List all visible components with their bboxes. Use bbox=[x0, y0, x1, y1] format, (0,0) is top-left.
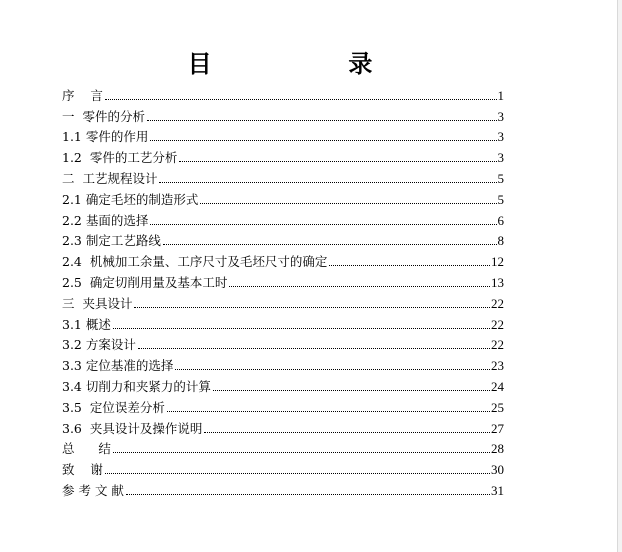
toc-entry-label: 2.2 基面的选择 bbox=[62, 212, 149, 228]
toc-entry[interactable] bbox=[62, 207, 504, 228]
toc-entry-page: 6 bbox=[497, 212, 504, 228]
toc-entry[interactable] bbox=[62, 269, 504, 290]
toc-entry-label: 1.2 零件的工艺分析 bbox=[62, 150, 178, 166]
toc-entry-label: 二 工艺规程设计 bbox=[62, 170, 158, 186]
toc-entry[interactable] bbox=[62, 165, 504, 186]
toc-entry-label: 1.1 零件的作用 bbox=[62, 129, 149, 145]
toc-entry-page: 3 bbox=[497, 108, 504, 124]
toc-entry[interactable] bbox=[62, 456, 504, 477]
toc-dot-leader bbox=[138, 347, 490, 349]
toc-entry-page: 13 bbox=[491, 274, 504, 290]
page-edge bbox=[617, 0, 618, 552]
toc-entry-label: 参 考 文 献 bbox=[62, 482, 124, 498]
toc-dot-leader bbox=[105, 98, 497, 100]
toc-entry-page: 22 bbox=[491, 295, 504, 311]
toc-entry-label: 3.6 夹具设计及操作说明 bbox=[62, 420, 203, 436]
toc-entry-label: 总 结 bbox=[62, 441, 111, 457]
toc-dot-leader bbox=[105, 472, 490, 474]
toc-entry-label: 2.4 机械加工余量、工序尺寸及毛坯尺寸的确定 bbox=[62, 254, 328, 270]
toc-entry-label: 序 言 bbox=[62, 87, 103, 103]
toc-dot-leader bbox=[213, 389, 490, 391]
toc-dot-leader bbox=[167, 410, 490, 412]
toc-entry-label: 3.5 定位误差分析 bbox=[62, 399, 165, 415]
toc-entry[interactable] bbox=[62, 124, 504, 145]
toc-entry[interactable] bbox=[62, 248, 504, 269]
toc-entry-page: 3 bbox=[497, 129, 504, 145]
table-of-contents bbox=[62, 82, 504, 498]
toc-dot-leader bbox=[113, 327, 490, 329]
toc-entry-label: 3.3 定位基准的选择 bbox=[62, 358, 174, 374]
toc-entry-page: 28 bbox=[491, 441, 504, 457]
toc-entry-page: 22 bbox=[491, 337, 504, 353]
toc-entry-page: 31 bbox=[491, 482, 504, 498]
toc-entry[interactable] bbox=[62, 415, 504, 436]
toc-entry-label: 2.3 制定工艺路线 bbox=[62, 233, 161, 249]
toc-entry[interactable] bbox=[62, 186, 504, 207]
toc-entry-label: 2.1 确定毛坯的制造形式 bbox=[62, 191, 199, 207]
toc-entry[interactable] bbox=[62, 82, 504, 103]
toc-entry[interactable] bbox=[62, 228, 504, 249]
toc-entry-label: 一 零件的分析 bbox=[62, 108, 145, 124]
toc-entry-label: 致 谢 bbox=[62, 462, 103, 478]
toc-entry-page: 23 bbox=[491, 358, 504, 374]
toc-entry-page: 12 bbox=[491, 254, 504, 270]
toc-entry[interactable] bbox=[62, 144, 504, 165]
toc-dot-leader bbox=[175, 368, 490, 370]
toc-entry[interactable] bbox=[62, 311, 504, 332]
toc-dot-leader bbox=[150, 223, 496, 225]
toc-entry-page: 5 bbox=[497, 170, 504, 186]
toc-dot-leader bbox=[229, 285, 490, 287]
toc-entry-label: 三 夹具设计 bbox=[62, 295, 133, 311]
toc-entry-page: 27 bbox=[491, 420, 504, 436]
toc-dot-leader bbox=[200, 202, 496, 204]
toc-entry[interactable] bbox=[62, 436, 504, 457]
toc-entry[interactable] bbox=[62, 373, 504, 394]
toc-entry[interactable] bbox=[62, 394, 504, 415]
toc-entry[interactable] bbox=[62, 477, 504, 498]
toc-dot-leader bbox=[126, 493, 490, 495]
toc-entry-label: 3.4 切削力和夹紧力的计算 bbox=[62, 378, 211, 394]
toc-entry[interactable] bbox=[62, 290, 504, 311]
toc-dot-leader bbox=[159, 181, 496, 183]
toc-entry-label: 3.1 概述 bbox=[62, 316, 111, 332]
toc-dot-leader bbox=[147, 119, 497, 121]
toc-entry-page: 22 bbox=[491, 316, 504, 332]
toc-dot-leader bbox=[134, 306, 490, 308]
toc-entry[interactable] bbox=[62, 352, 504, 373]
toc-entry[interactable] bbox=[62, 103, 504, 124]
toc-entry-label: 3.2 方案设计 bbox=[62, 337, 136, 353]
toc-dot-leader bbox=[204, 431, 490, 433]
toc-dot-leader bbox=[329, 264, 490, 266]
toc-entry-page: 25 bbox=[491, 399, 504, 415]
toc-entry-page: 5 bbox=[497, 191, 504, 207]
toc-dot-leader bbox=[179, 160, 496, 162]
toc-entry-page: 3 bbox=[497, 150, 504, 166]
toc-entry[interactable] bbox=[62, 332, 504, 353]
toc-entry-label: 2.5 确定切削用量及基本工时 bbox=[62, 274, 228, 290]
toc-entry-page: 24 bbox=[491, 378, 504, 394]
page-edge-shadow bbox=[618, 0, 622, 552]
toc-entry-page: 1 bbox=[497, 87, 504, 103]
toc-dot-leader bbox=[113, 451, 490, 453]
toc-dot-leader bbox=[163, 243, 497, 245]
toc-dot-leader bbox=[150, 139, 496, 141]
toc-entry-page: 8 bbox=[497, 233, 504, 249]
page-title: 目 录 bbox=[187, 50, 413, 78]
toc-entry-page: 30 bbox=[491, 462, 504, 478]
